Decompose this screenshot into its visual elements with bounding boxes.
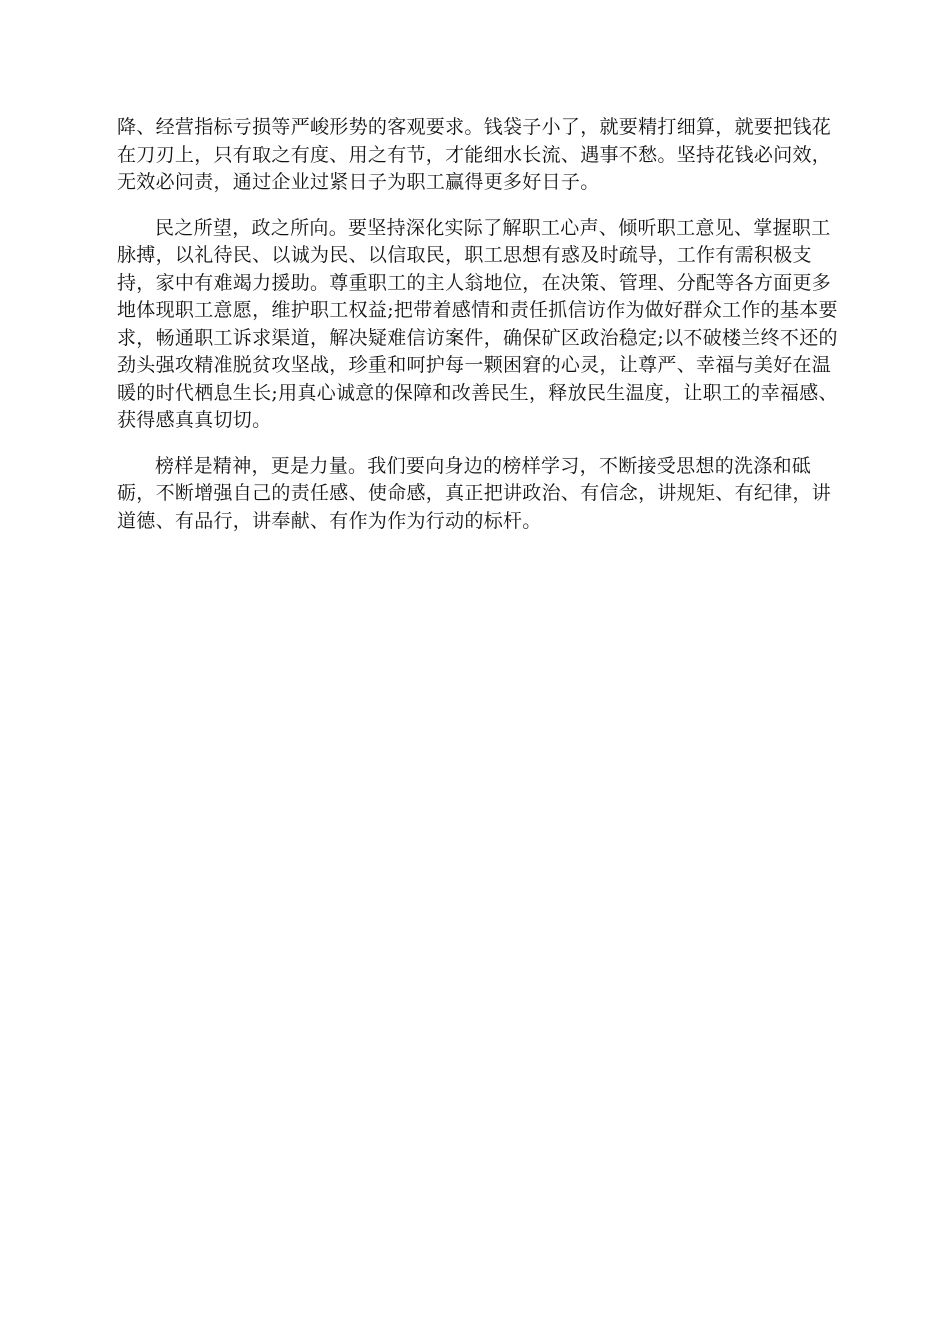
paragraph-line: 在刀刃上，只有取之有度、用之有节，才能细水长流、遇事不愁。坚持花钱必问效， bbox=[117, 143, 832, 166]
paragraph-line: 民之所望，政之所向。要坚持深化实际了解职工心声、倾听职工意见、掌握职工 bbox=[155, 216, 831, 239]
paragraph-line: 砺，不断增强自己的责任感、使命感，真正把讲政治、有信念，讲规矩、有纪律，讲 bbox=[117, 482, 832, 504]
paragraph-line: 持，家中有难竭力援助。尊重职工的主人翁地位，在决策、管理、分配等各方面更多 bbox=[117, 271, 832, 294]
paragraph-line: 获得感真真切切。 bbox=[117, 409, 272, 431]
paragraph-line: 无效必问责，通过企业过紧日子为职工赢得更多好日子。 bbox=[117, 171, 600, 193]
paragraph-1 bbox=[117, 114, 833, 197]
paragraph-line: 劲头强攻精准脱贫攻坚战，珍重和呵护每一颗困窘的心灵，让尊严、幸福与美好在温 bbox=[117, 354, 832, 376]
paragraph-line: 求，畅通职工诉求渠道，解决疑难信访案件，确保矿区政治稳定;以不破楼兰终不还的 bbox=[117, 326, 838, 349]
paragraph-line: 脉搏，以礼待民、以诚为民、以信取民，职工思想有惑及时疏导，工作有需积极支 bbox=[117, 244, 812, 266]
paragraph-line: 榜样是精神，更是力量。我们要向身边的榜样学习，不断接受思想的洗涤和砥 bbox=[155, 454, 812, 477]
document-body bbox=[117, 114, 838, 553]
paragraph-2 bbox=[117, 215, 838, 435]
paragraph-line: 降、经营指标亏损等严峻形势的客观要求。钱袋子小了，就要精打细算，就要把钱花 bbox=[117, 116, 832, 138]
paragraph-3 bbox=[117, 453, 833, 536]
paragraph-line: 暖的时代栖息生长;用真心诚意的保障和改善民生，释放民生温度，让职工的幸福感、 bbox=[117, 381, 838, 404]
paragraph-line: 道德、有品行，讲奉献、有作为作为行动的标杆。 bbox=[117, 509, 542, 532]
paragraph-line: 地体现职工意愿，维护职工权益;把带着感情和责任抓信访作为做好群众工作的基本要 bbox=[117, 299, 838, 321]
